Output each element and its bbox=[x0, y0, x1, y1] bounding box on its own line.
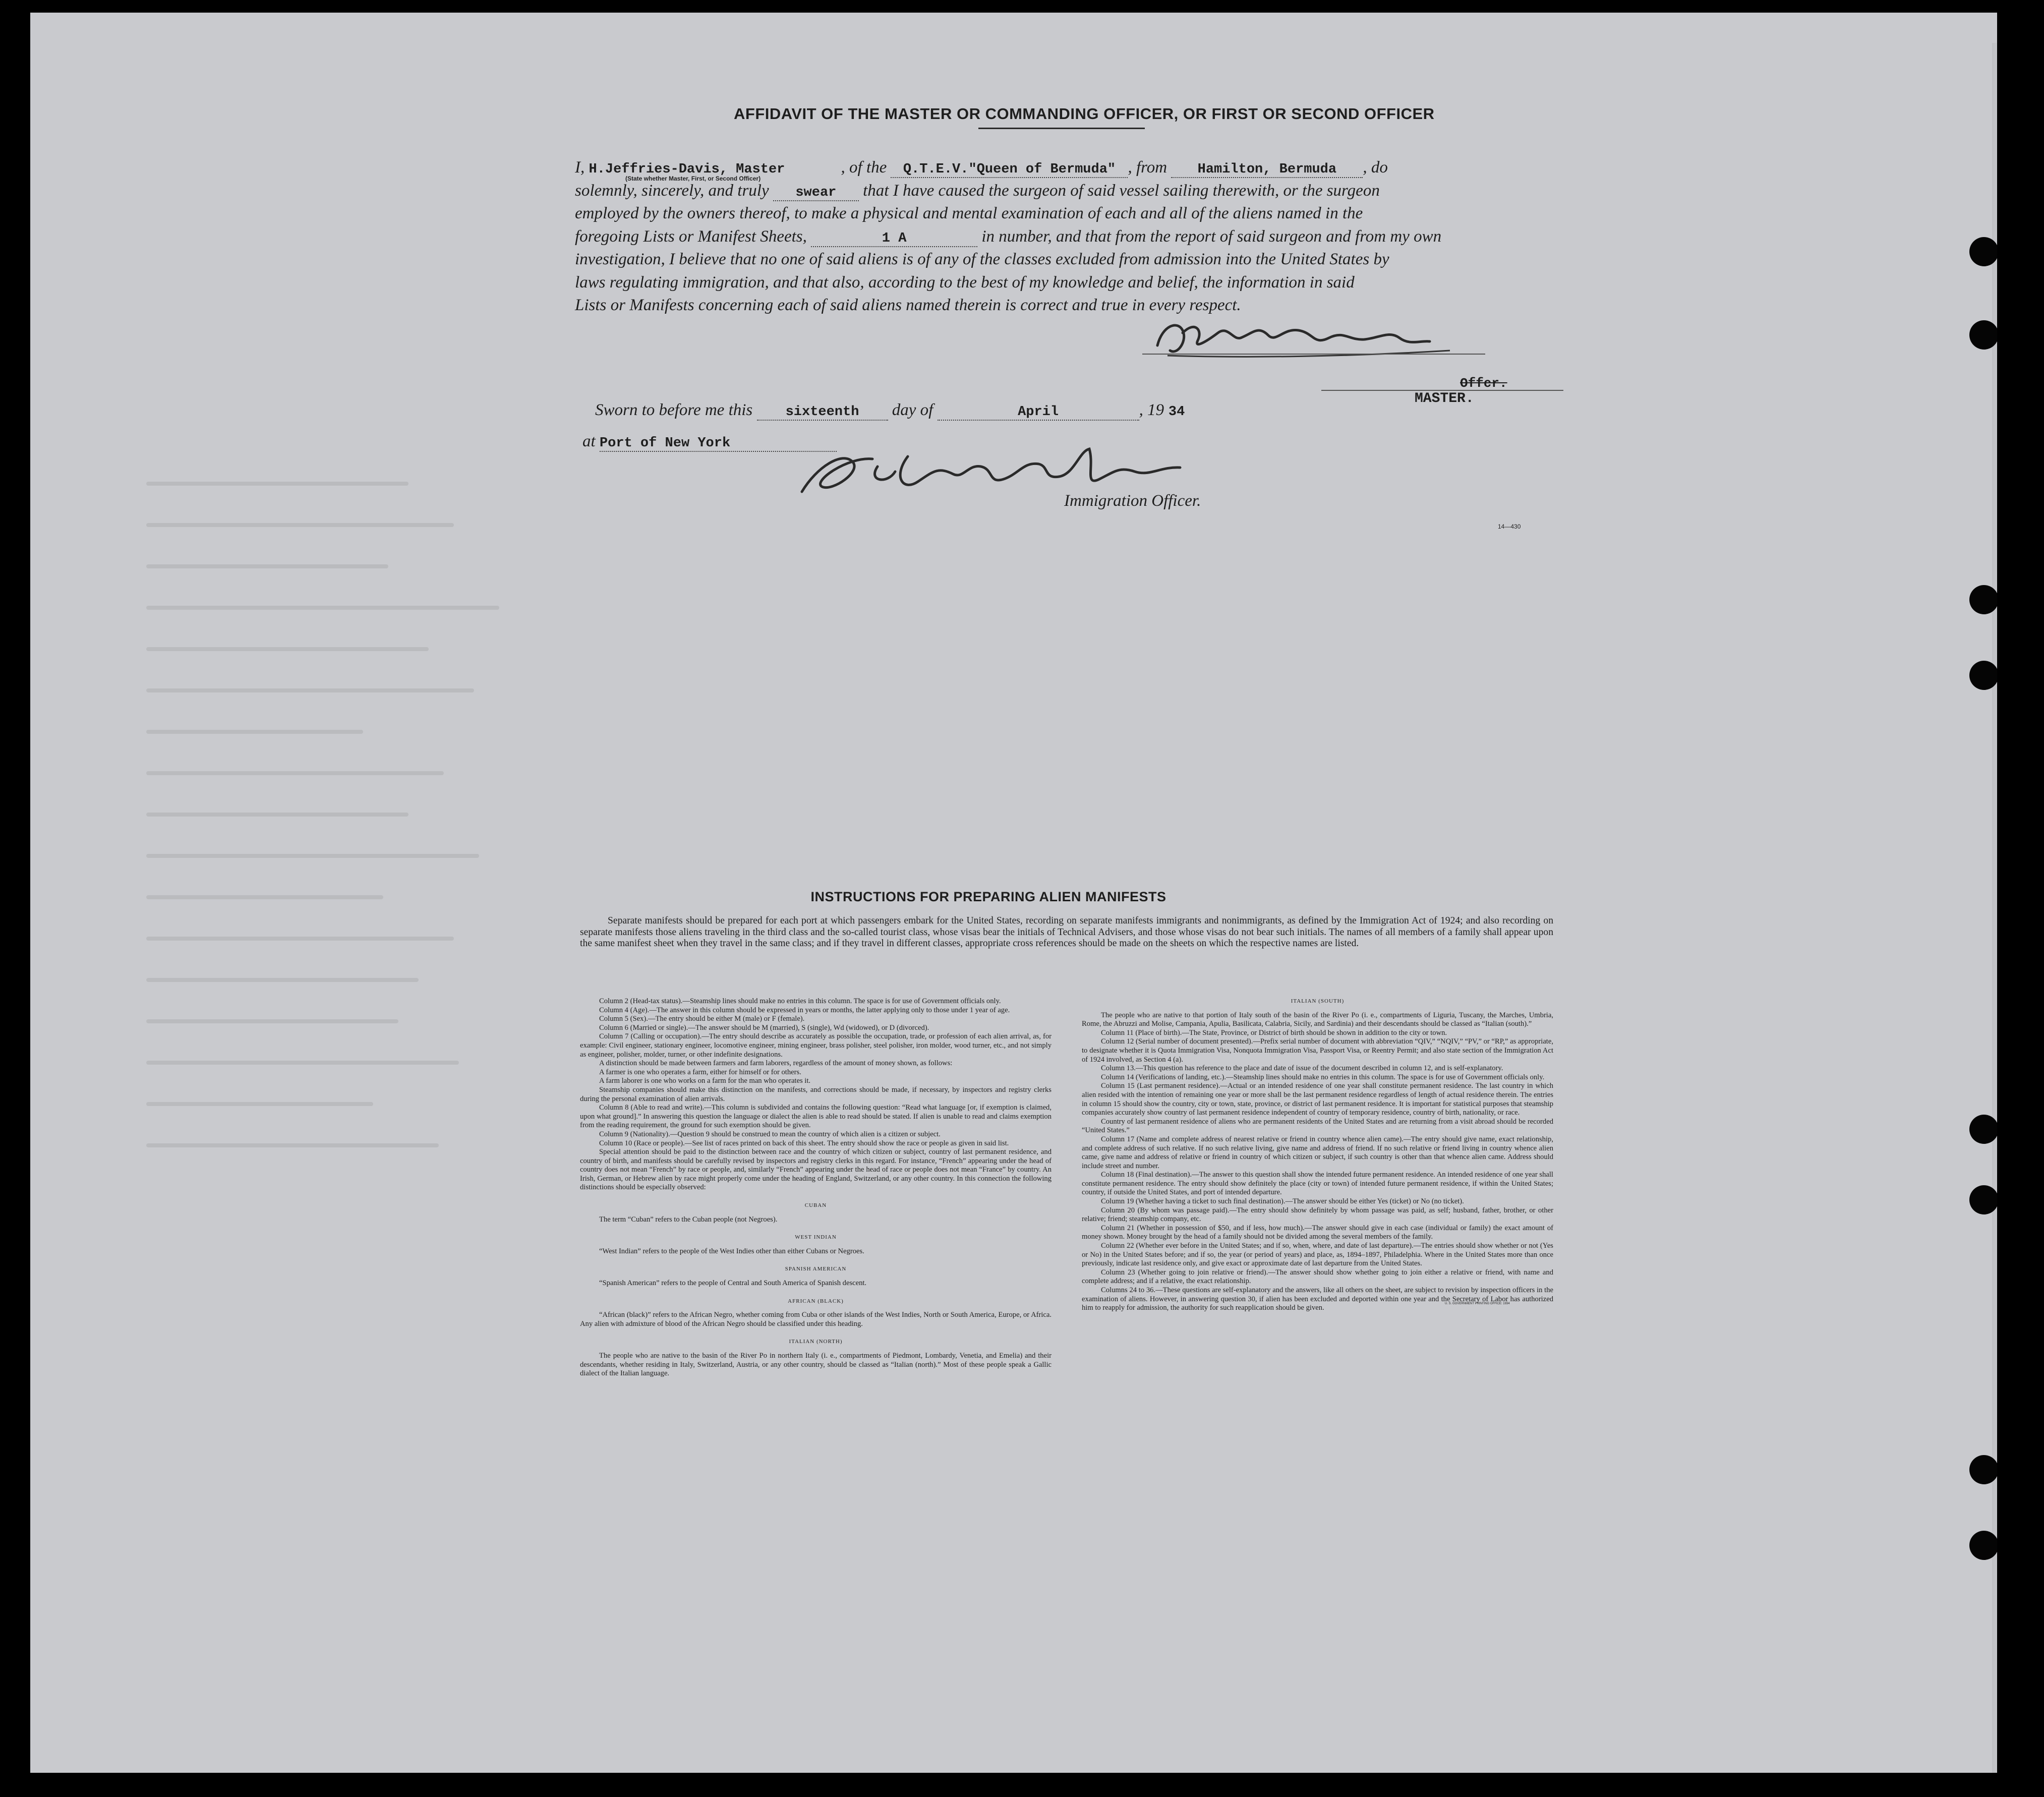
master-signature-line bbox=[1142, 354, 1485, 355]
instruction-paragraph: The people who are native to that portion of Italy south of the basin of the River Po (i. e., compartments of Liguria, Tuscany, the Marches, Umbria, Rome, the Abruzzi and Molise, Campania, Apulia, Basilicata, Calabria, Sicily, and Sardinia) and their descendants should be classed as “Italian (south).” bbox=[1082, 1011, 1553, 1028]
instruction-paragraph: Column 17 (Name and complete address of nearest relative or friend in country whence alien came).—The entry should give name, exact relationship, and complete address of such relative. If no such relative living, give name and address of friend. If no such relative or friend living in country whence alien came, give name and address of relative or friend in country of which citizen or subject, if such country is other than that whence alien came. Address should include street and number. bbox=[1082, 1135, 1553, 1170]
sworn-year-field: 34 bbox=[1168, 404, 1185, 420]
oath-field: swear bbox=[773, 185, 859, 201]
instruction-paragraph: “Spanish American” refers to the people of Central and South America of Spanish descent. bbox=[599, 1279, 867, 1288]
section-heading-italian-south: ITALIAN (SOUTH) bbox=[1291, 998, 1345, 1004]
instruction-paragraph: Column 6 (Married or single).—The answer should be M (married), S (single), Wd (widowed), or D (divorced). bbox=[599, 1023, 929, 1032]
instruction-paragraph: Column 23 (Whether going to join relative or friend).—The answer should show whether going to join either a relative or friend, with name and complete address; and if a relative, the exact relationship. bbox=[1082, 1268, 1553, 1286]
bleed-through-text bbox=[146, 482, 550, 1188]
section-heading-cuban: CUBAN bbox=[804, 1202, 827, 1209]
sworn-month-field: April bbox=[938, 404, 1139, 421]
instruction-paragraph: “West Indian” refers to the people of the West Indies other than either Cubans or Negroes. bbox=[599, 1247, 864, 1255]
instruction-paragraph: Column 2 (Head-tax status).—Steamship lines should make no entries in this column. The space is for use of Government officials only. bbox=[599, 997, 1001, 1005]
affidavit-line-4 bbox=[575, 225, 1442, 249]
affidavit-line-7: Lists or Manifests concerning each of said aliens named therein is correct and true in every respect. bbox=[575, 296, 1241, 314]
affidavit-prefix: I, bbox=[575, 158, 585, 177]
punch-hole-icon bbox=[1969, 1455, 1997, 1484]
instruction-paragraph: Column 18 (Final destination).—The answer to this question shall show the intended future permanent residence. An intended residence of one year shall constitute permanent residence. The entry should show definitely the place (city or town) of intended future permanent residence, if within the United States; country, if outside the United States, and port of intended departure. bbox=[1082, 1171, 1553, 1197]
sworn-text-3: , 19 bbox=[1139, 401, 1164, 419]
instruction-paragraph: Column 10 (Race or people).—See list of races printed on back of this sheet. The entry should show the race or people as given in said list. bbox=[599, 1139, 1009, 1147]
port-field: Port of New York bbox=[600, 436, 837, 452]
master-title: MASTER. bbox=[1415, 391, 1474, 407]
instruction-paragraph: Column 9 (Nationality).—Question 9 should be construed to mean the country of which alien is a citizen or subject. bbox=[599, 1130, 941, 1138]
from-label: , from bbox=[1128, 158, 1167, 177]
departure-port-field: Hamilton, Bermuda bbox=[1171, 162, 1363, 178]
section-heading-west-indian: WEST INDIAN bbox=[795, 1234, 837, 1241]
punch-hole-icon bbox=[1969, 661, 1997, 690]
instruction-paragraph: Column 21 (Whether in possession of $50, and if less, how much).—The answer should give in each case (individual or family) the exact amount of money shown. Money brought by the head of a family should not be divided among the several members of the family. bbox=[1082, 1224, 1553, 1241]
instruction-paragraph: “African (black)” refers to the African Negro, whether coming from Cuba or other islands of the West Indies, North or South America, Europe, or Africa. Any alien with admixture of blood of the African Negro should be classified under this heading. bbox=[580, 1311, 1052, 1328]
printing-office-imprint: U. S. GOVERNMENT PRINTING OFFICE: 1934 bbox=[1445, 1302, 1510, 1306]
punch-hole-icon bbox=[1969, 1531, 1997, 1560]
instruction-paragraph: Country of last permanent residence of aliens who are permanent residents of the United States and are returning from a visit abroad should be recorded “United States.” bbox=[1082, 1117, 1553, 1135]
affidavit-text-2b: that I have caused the surgeon of said vessel sailing therewith, or the surgeon bbox=[863, 181, 1380, 200]
sworn-text-2: day of bbox=[892, 401, 933, 419]
sworn-text-1: Sworn to before me this bbox=[595, 401, 753, 419]
affidavit-text-2a: solemnly, sincerely, and truly bbox=[575, 181, 769, 200]
instruction-paragraph: Column 11 (Place of birth).—The State, Province, or District of birth should be shown in addition to the city or town. bbox=[1101, 1028, 1447, 1037]
affidavit-title: AFFIDAVIT OF THE MASTER OR COMMANDING OFFICER, OR FIRST OR SECOND OFFICER bbox=[734, 105, 1435, 123]
instruction-paragraph: Column 5 (Sex).—The entry should be either M (male) or F (female). bbox=[599, 1015, 805, 1023]
punch-hole-icon bbox=[1969, 237, 1997, 266]
instruction-paragraph: The term “Cuban” refers to the Cuban people (not Negroes). bbox=[599, 1215, 778, 1224]
at-label: at bbox=[582, 432, 596, 450]
section-heading-african: AFRICAN (BLACK) bbox=[788, 1298, 844, 1304]
instructions-right-column bbox=[1082, 997, 1553, 1313]
instruction-paragraph: Column 14 (Verifications of landing, etc.).—Steamship lines should make no entries in this column. The space is for use of Government officials only. bbox=[1101, 1073, 1545, 1081]
affidavit-line-5: investigation, I believe that no one of said aliens is of any of the classes excluded from admission into the United States by bbox=[575, 250, 1389, 268]
section-heading-italian-north: ITALIAN (NORTH) bbox=[789, 1339, 843, 1345]
instruction-paragraph: A distinction should be made between farmers and farm laborers, regardless of the amount of money shown, as follows: bbox=[599, 1059, 953, 1068]
punch-hole-icon bbox=[1969, 1185, 1997, 1214]
instruction-paragraph: Column 4 (Age).—The answer in this column should be expressed in years or months, the latter applying only to those under 1 year of age. bbox=[599, 1006, 1010, 1014]
instruction-paragraph: Column 19 (Whether having a ticket to such final destination).—The answer should be either Yes (ticket) or No (no ticket). bbox=[1101, 1197, 1464, 1206]
form-number: 14—430 bbox=[1498, 523, 1521, 530]
instruction-paragraph: Special attention should be paid to the distinction between race and the country of which citizen or subject, country of last permanent residence, and country of birth, and manifests should be carefully revised by inspectors and registry clerks in this regard. For instance, “French” appearing under the head of country does not mean “French” by race or people, and, similarly “French” appearing under the head of race or people does not mean “France” by country. An Irish, German, or Hebrew alien by race might properly come under the heading of England, Switzerland, or any other country. In this connection the following distinctions should be especially observed: bbox=[580, 1148, 1052, 1192]
affidavit-line-6: laws regulating immigration, and that also, according to the best of my knowledge and belief, the information in said bbox=[575, 273, 1355, 292]
punch-hole-icon bbox=[1969, 585, 1997, 614]
punch-hole-icon bbox=[1969, 320, 1997, 350]
instruction-paragraph: Column 20 (By whom was passage paid).—The entry should show definitely by whom passage was paid, as self; husband, father, brother, or other relative; friend; steamship company, etc. bbox=[1082, 1206, 1553, 1224]
instructions-left-column bbox=[580, 997, 1052, 1378]
title-divider bbox=[978, 128, 1145, 129]
affidavit-text-4a: foregoing Lists or Manifest Sheets, bbox=[575, 227, 807, 246]
affidavit-text-4b: in number, and that from the report of said surgeon and from my own bbox=[981, 227, 1442, 246]
instruction-paragraph: A farmer is one who operates a farm, either for himself or for others. bbox=[599, 1068, 801, 1076]
of-the-label: , of the bbox=[841, 158, 887, 177]
instruction-paragraph: Column 15 (Last permanent residence).—Actual or an intended residence of one year shall constitute permanent residence. The last country in which alien resided with the intention of remaining one year or more shall be the last permanent residence regardless of length of actual residence therein. The entries in column 15 should show the country, city or town, state, province, or district of last permanent residence. It is important for statistical purposes that steamship companies accurately show country of last permanent residence independent of country of temporary residence, country of birth, nationality, or race. bbox=[1082, 1082, 1553, 1117]
immigration-officer-label: Immigration Officer. bbox=[1064, 492, 1201, 510]
instructions-title: INSTRUCTIONS FOR PREPARING ALIEN MANIFESTS bbox=[810, 889, 1166, 904]
instruction-paragraph: Column 7 (Calling or occupation).—The entry should describe as accurately as possible the occupation, trade, or profession of each alien arrival, as, for example: Civil engineer, stationary engineer, locomotive engineer, mining engineer, brass polisher, steel polisher, iron molder, wood turner, etc., and not simply as engineer, polisher, molder, turner, or other indefinite designations. bbox=[580, 1032, 1052, 1059]
stacked-page-edges bbox=[1992, 43, 1997, 1773]
manifest-sheet bbox=[30, 13, 1997, 1773]
affidavit-line-3: employed by the owners thereof, to make a physical and mental examination of each and all of the aliens named in the bbox=[575, 204, 1363, 222]
sworn-day-field: sixteenth bbox=[757, 404, 888, 421]
instruction-paragraph: A farm laborer is one who works on a farm for the man who operates it. bbox=[599, 1077, 811, 1085]
instruction-paragraph: Columns 24 to 36.—These questions are self-explanatory and the answers, like all others on the sheet, are subject to revision by inspection officers in the examination of aliens. However, in answering question 30, if alien has been excluded and deported within one year and the Secretary of Labor has authorized him to reapply for admission, the authority for such reapplication should be given. bbox=[1082, 1286, 1553, 1312]
master-signature bbox=[1147, 310, 1460, 366]
section-heading-spanish-american: SPANISH AMERICAN bbox=[785, 1266, 847, 1272]
punch-hole-icon bbox=[1969, 1115, 1997, 1144]
instruction-paragraph: Column 8 (Able to read and write).—This column is subdivided and contains the following question: “Read what language [or, if exemption is claimed, upon what ground].” In answering this question the language or dialect the alien is able to read should be stated. If alien is unable to read and claims exemption from the reading requirement, the ground for such exemption should be given. bbox=[580, 1104, 1052, 1130]
instructions-intro: Separate manifests should be prepared for each port at which passengers embark for the United States, recording on separate manifests immigrants and nonimmigrants, as defined by the Immigration Act of 1924; and also recording on separate manifests those aliens traveling in the third class and the so-called tourist class, whose visas bear the initials of Technical Advisers, and those whose visas do not bear such initials. The names of all members of a family shall appear upon the same manifest sheet when they travel in the same class; and if they travel in different classes, appropriate cross references should be made on the sheets on which the respective names are listed. bbox=[580, 915, 1553, 949]
sheet-count-field: 1 A bbox=[811, 231, 977, 247]
affidavit-line-2 bbox=[575, 180, 1380, 203]
instruction-paragraph: Steamship companies should make this distinction on the manifests, and corrections should be made, if necessary, by inspectors and registry clerks during the personal examination of alien arrivals. bbox=[580, 1085, 1052, 1103]
rank-caption: (State whether Master, First, or Second Officer) bbox=[625, 175, 761, 182]
officer-name-field: H.Jeffries-Davis, Master bbox=[589, 162, 785, 177]
do-label: , do bbox=[1363, 158, 1388, 177]
sworn-statement bbox=[595, 401, 1189, 421]
struck-officer-title: Offcr. bbox=[1460, 376, 1507, 391]
vessel-name-field: Q.T.E.V."Queen of Bermuda" bbox=[891, 162, 1128, 178]
instruction-paragraph: The people who are native to the basin of the River Po in northern Italy (i. e., compartments of Piedmont, Lombardy, Venetia, and Emelia) and their descendants, whether residing in Italy, Switzerland, Austria, or any other country, should be classed as “Italian (north).” Most of these people speak a Gallic dialect of the Italian language. bbox=[580, 1352, 1052, 1378]
instruction-paragraph: Column 22 (Whether ever before in the United States; and if so, when, where, and date of last departure).—The entries should show whether or not (Yes or No) in the United States before; and if so, the year (or period of years) and place, as, 1894–1897, Philadelphia. Where in the United States more than once previously, indicate last residence only, and give exact or approximate date of last departure from the United States. bbox=[1082, 1242, 1553, 1268]
instruction-paragraph: Column 12 (Serial number of document presented).—Prefix serial number of document with abbreviation “QIV,” “NQIV,” “PV,” or “RP,” as appropriate, to designate whether it is Quota Immigration Visa, Nonquota Immigration Visa, Passport Visa, or Reentry Permit; and also state section of the Immigration Act of 1924 involved, as Section 4 (a). bbox=[1082, 1037, 1553, 1064]
instruction-paragraph: Column 13.—This question has reference to the place and date of issue of the document described in column 12, and is self-explanatory. bbox=[1101, 1064, 1503, 1073]
